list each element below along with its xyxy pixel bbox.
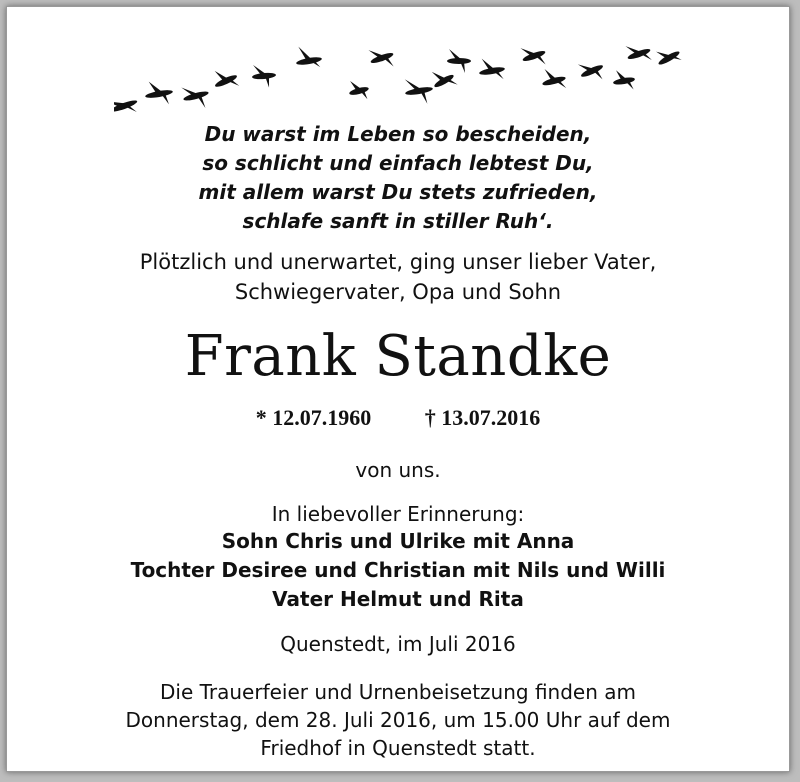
poem-line: so schlicht und einfach lebtest Du, xyxy=(202,151,594,175)
intro-text xyxy=(6,247,790,307)
poem-line: Du warst im Leben so bescheiden, xyxy=(204,122,592,146)
funeral-line: Friedhof in Quenstedt statt. xyxy=(260,736,536,760)
von-uns-text: von uns. xyxy=(355,458,441,482)
poem-line: schlafe sanft in stiller Ruh‘. xyxy=(242,209,554,233)
poem xyxy=(6,120,790,236)
place-date: Quenstedt, im Juli 2016 xyxy=(280,632,516,656)
poem-line: mit allem warst Du stets zufrieden, xyxy=(198,180,598,204)
obituary-card xyxy=(6,6,790,772)
life-dates xyxy=(6,404,790,432)
death-date: † 13.07.2016 xyxy=(424,405,541,430)
funeral-line: Donnerstag, dem 28. Juli 2016, um 15.00 Uhr auf dem xyxy=(125,708,671,732)
intro-line: Schwiegervater, Opa und Sohn xyxy=(234,280,562,304)
funeral-line: Die Trauerfeier und Urnenbeisetzung finden am xyxy=(159,680,636,704)
intro-line: Plötzlich und unerwartet, ging unser lieber Vater, xyxy=(139,250,657,274)
birth-date: * 12.07.1960 xyxy=(255,405,372,430)
memory-heading: In liebevoller Erinnerung: xyxy=(271,502,525,526)
funeral-notice xyxy=(6,678,790,762)
family-member-line: Tochter Desiree und Christian mit Nils und Willi xyxy=(130,558,666,582)
family-member-line: Vater Helmut und Rita xyxy=(272,587,524,611)
family-member-line: Sohn Chris und Ulrike mit Anna xyxy=(221,529,575,553)
deceased-name: Frank Standke xyxy=(184,324,612,389)
flying-birds-icon xyxy=(114,36,694,131)
family-list xyxy=(6,527,790,614)
